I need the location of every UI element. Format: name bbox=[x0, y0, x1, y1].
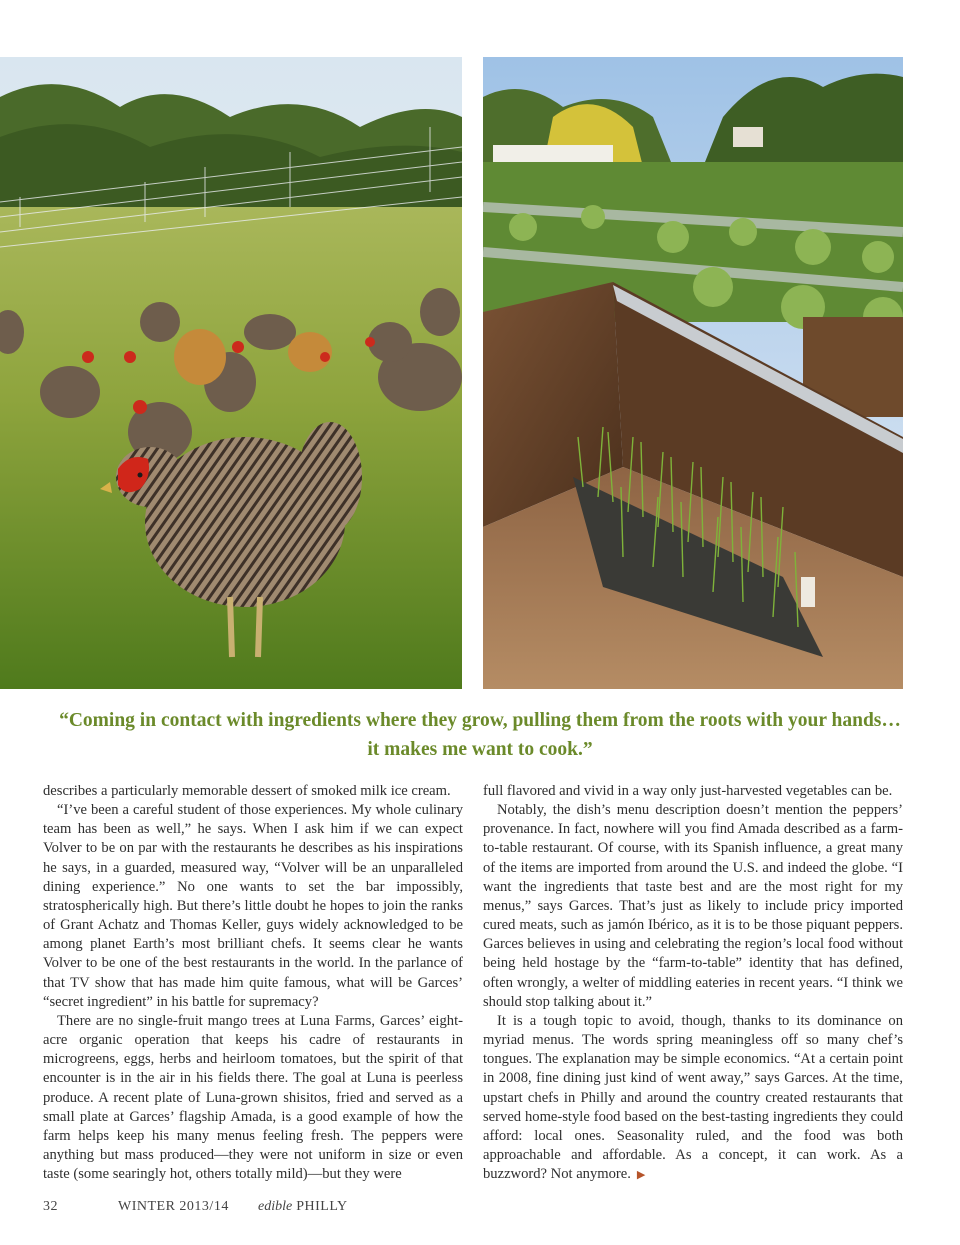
seedlings-illustration bbox=[483, 57, 903, 689]
pull-quote bbox=[30, 706, 930, 764]
magazine-name-edible: edible bbox=[258, 1199, 293, 1214]
chickens-photo bbox=[0, 57, 462, 689]
magazine-name-city: PHILLY bbox=[296, 1199, 348, 1214]
paragraph: full flavored and vivid in a way only just-harvested vegetables can be. bbox=[483, 783, 893, 799]
end-mark-icon: ▶ bbox=[636, 1169, 646, 1182]
paragraph bbox=[483, 1012, 903, 1185]
pull-quote-line-2: it makes me want to cook.” bbox=[367, 739, 593, 760]
chickens-illustration bbox=[0, 57, 462, 689]
paragraph: Notably, the dish’s menu description doesn’t mention the peppers’ provenance. In fact, nowhere will you find Amada described as a farm-to-table restaurant. Of course, with its Spanish influence, a great many of the items are imported from around the U.S. and indeed the globe. “I want the ingredients that taste best and are the most right for my menus,” says Garces. That’s just as likely to include pricy imported cured meats, such as jamón Ibérico, as it is to be those piquant peppers. Garces believes in using and celebrating the region’s local food without being held hostage by the “farm-to-table” identity that has defined, often wrongly, a welter of middling eateries in recent years. “I think we should stop talking about it.” bbox=[483, 802, 903, 1010]
seedlings-photo bbox=[483, 57, 903, 689]
page-number: 32 bbox=[43, 1199, 58, 1214]
pull-quote-line-1: “Coming in contact with ingredients where they grow, pulling them from the roots with your hands… bbox=[59, 710, 901, 731]
paragraph: describes a particularly memorable dessert of smoked milk ice cream. bbox=[43, 783, 451, 799]
paragraph-text: It is a tough topic to avoid, though, thanks to its dominance on myriad menus. The words spring meaningless off so many chef’s tongues. The explanation may be simple economics. “At a certain point in 2008, fine dining just kind of went away,” says Garces. At the time, upstart chefs in Philly and around the country created restaurants that served home-style food based on the best-tasting ingredients they could afford: local ones. Seasonality ruled, and the food was both approachable and affordable. As a concept, it can work. As a buzzword? Not anymore. bbox=[483, 1012, 903, 1183]
paragraph: There are no single-fruit mango trees at Luna Farms, Garces’ eight-acre organic operation that keeps his cadre of restaurants in microgreens, eggs, herbs and heirloom tomatoes, but the spirit of that encounter is in the air in his fields there. The goal at Luna is peerless produce. A recent plate of Luna-grown shisitos, fried and served as a small plate at Garces’ flagship Amada, is a good example of how the farm helps keep his many menus feeling fresh. The peppers were anything but mass produced—they were not uniform in size or even taste (some searingly hot, others totally mild)—but they were bbox=[43, 1012, 463, 1183]
issue-date: WINTER 2013/14 bbox=[118, 1199, 229, 1214]
article-column-left bbox=[43, 782, 463, 1184]
article-column-right bbox=[483, 782, 903, 1185]
magazine-name bbox=[258, 1199, 348, 1215]
paragraph: “I’ve been a careful student of those experiences. My whole culinary team has been as well,” he says. When I ask him if we can expect Volver to be on par with the restaurants he describes as his inspirations he says, in a guarded, measured way, “Volver will be an unparalleled dining experience.” No one wants to set the bar impossibly, stratospherically high. But there’s little doubt he hopes to join the ranks of Grant Achatz and Thomas Keller, guys widely acknowledged to be among planet Earth’s most brilliant chefs. It seems clear he wants Volver to be one of the best restaurants in the world. In the parlance of that TV show that has made him quite famous, what will be Garces’ “secret ingredient” in his battle for supremacy? bbox=[43, 802, 463, 1010]
